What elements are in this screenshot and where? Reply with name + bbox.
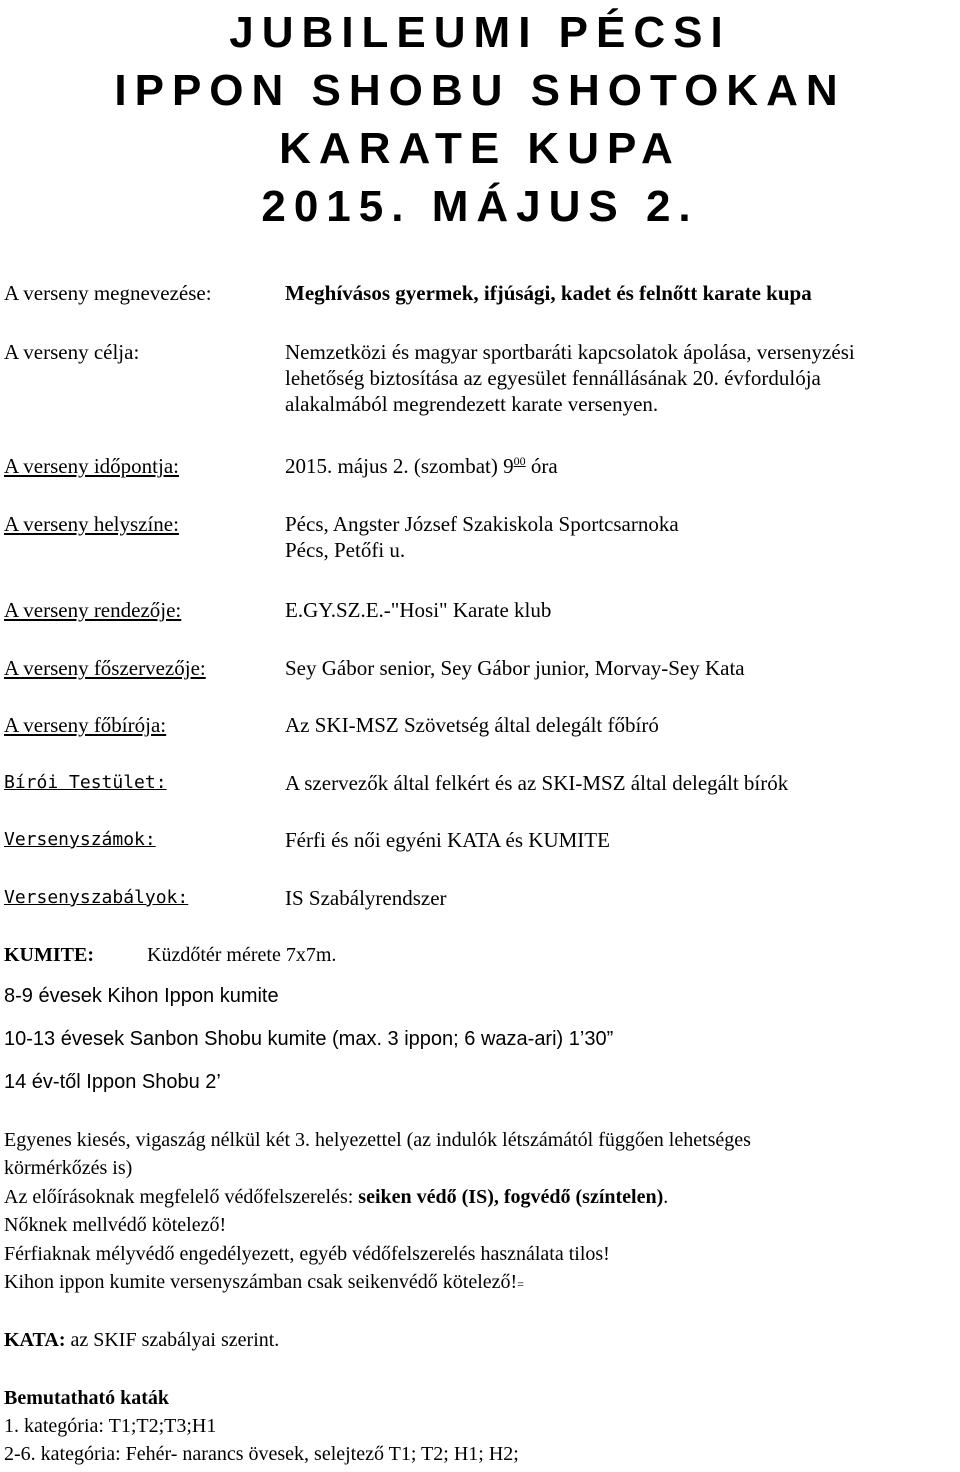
goal-line-1: Nemzetközi és magyar sportbaráti kapcsolatok ápolása, versenyzési [285, 340, 855, 364]
info-label-name: A verseny megnevezése: [4, 281, 212, 305]
info-label-organizer: A verseny rendezője: [4, 598, 182, 622]
info-value-name: Meghívásos gyermek, ifjúsági, kadet és felnőtt karate kupa [285, 281, 812, 305]
title-line-4: 2015. MÁJUS 2. [261, 182, 699, 231]
info-label-events: Versenyszámok: [4, 829, 156, 850]
time-main: 2015. május 2. (szombat) 9 [285, 454, 514, 478]
info-label-referees: Bírói Testület: [4, 772, 167, 793]
venue-line-1: Pécs, Angster József Szakiskola Sportcsarnoka [285, 512, 679, 536]
kumite-label: KUMITE: [4, 944, 94, 966]
note-line-4: Nőknek mellvédő kötelező! [4, 1214, 227, 1236]
info-value-events: Férfi és női egyéni KATA és KUMITE [285, 828, 610, 852]
info-label-goal: A verseny célja: [4, 340, 140, 364]
info-value-organizer: E.GY.SZ.E.-"Hosi" Karate klub [285, 598, 552, 622]
title-line-3: KARATE KUPA [279, 124, 681, 173]
info-value-venue [285, 511, 960, 563]
note-line-6-text: Kihon ippon kumite versenyszámban csak seikenvédő kötelező! [4, 1271, 518, 1293]
kumite-heading [4, 942, 956, 968]
info-label-rules: Versenyszabályok: [4, 887, 189, 908]
kumite-field: Küzdőtér mérete 7x7m. [147, 944, 337, 966]
note-line-3-post: . [663, 1186, 669, 1208]
info-label-time-text: A verseny időpontja: [4, 454, 179, 478]
kumite-age-1: 8-9 évesek Kihon Ippon kumite [4, 985, 279, 1007]
kumite-age-2: 10-13 évesek Sanbon Shobu kumite (max. 3 ippon; 6 waza-ari) 1’30” [4, 1028, 614, 1050]
note-line-1: Egyenes kiesés, vigaszág nélkül két 3. helyezettel (az indulók létszámától függően lehetséges [4, 1129, 751, 1151]
title-line-1: JUBILEUMI PÉCSI [229, 8, 731, 57]
note-line-2: körmérkőzés is) [4, 1157, 133, 1179]
note-line-3-bold: seiken védő (IS), fogvédő (színtelen) [358, 1186, 664, 1208]
kata-text: az SKIF szabályai szerint. [65, 1329, 280, 1351]
demo-heading: Bemutatható katák [4, 1387, 170, 1409]
note-line-3 [4, 1184, 956, 1210]
info-label-time [4, 453, 179, 479]
venue-line-2: Pécs, Petőfi u. [285, 538, 406, 562]
info-value-chief-organizer: Sey Gábor senior, Sey Gábor junior, Morvay-Sey Kata [285, 656, 745, 680]
demo-line-1: 1. kategória: T1;T2;T3;H1 [4, 1415, 217, 1437]
note-line-3-pre: Az előírásoknak megfelelő védőfelszerelés: [4, 1186, 359, 1208]
info-value-goal [285, 339, 960, 417]
time-post: óra [525, 454, 558, 478]
note-line-6 [4, 1269, 956, 1297]
goal-line-2: lehetőség biztosítása az egyesület fennállásának 20. évfordulója [285, 366, 821, 390]
kata-label: KATA: [4, 1329, 66, 1351]
kata-line [4, 1327, 956, 1353]
note-line-5: Férfiaknak mélyvédő engedélyezett, egyéb védőfelszerelés használata tilos! [4, 1243, 610, 1265]
time-sup: 00 [513, 454, 526, 468]
info-value-rules: IS Szabályrendszer [285, 886, 447, 910]
demo-line-2: 2-6. kategória: Fehér- narancs övesek, selejtező T1; T2; H1; H2; [4, 1443, 519, 1465]
note-line-6-mark: = [517, 1277, 524, 1291]
info-label-chief-organizer: A verseny főszervezője: [4, 656, 206, 680]
goal-line-3: alakalmából megrendezett karate versenyen. [285, 392, 659, 416]
info-value-time [285, 453, 960, 479]
title-line-2: IPPON SHOBU SHOTOKAN [114, 66, 846, 115]
info-label-venue: A verseny helyszíne: [4, 512, 179, 536]
info-label-chief-referee: A verseny főbírója: [4, 713, 167, 737]
info-value-chief-referee: Az SKI-MSZ Szövetség által delegált főbíró [285, 713, 659, 737]
info-value-referees: A szervezők által felkért és az SKI-MSZ által delegált bírók [285, 771, 789, 795]
document-title [0, 4, 960, 236]
kumite-age-3: 14 év-től Ippon Shobu 2’ [4, 1071, 221, 1093]
